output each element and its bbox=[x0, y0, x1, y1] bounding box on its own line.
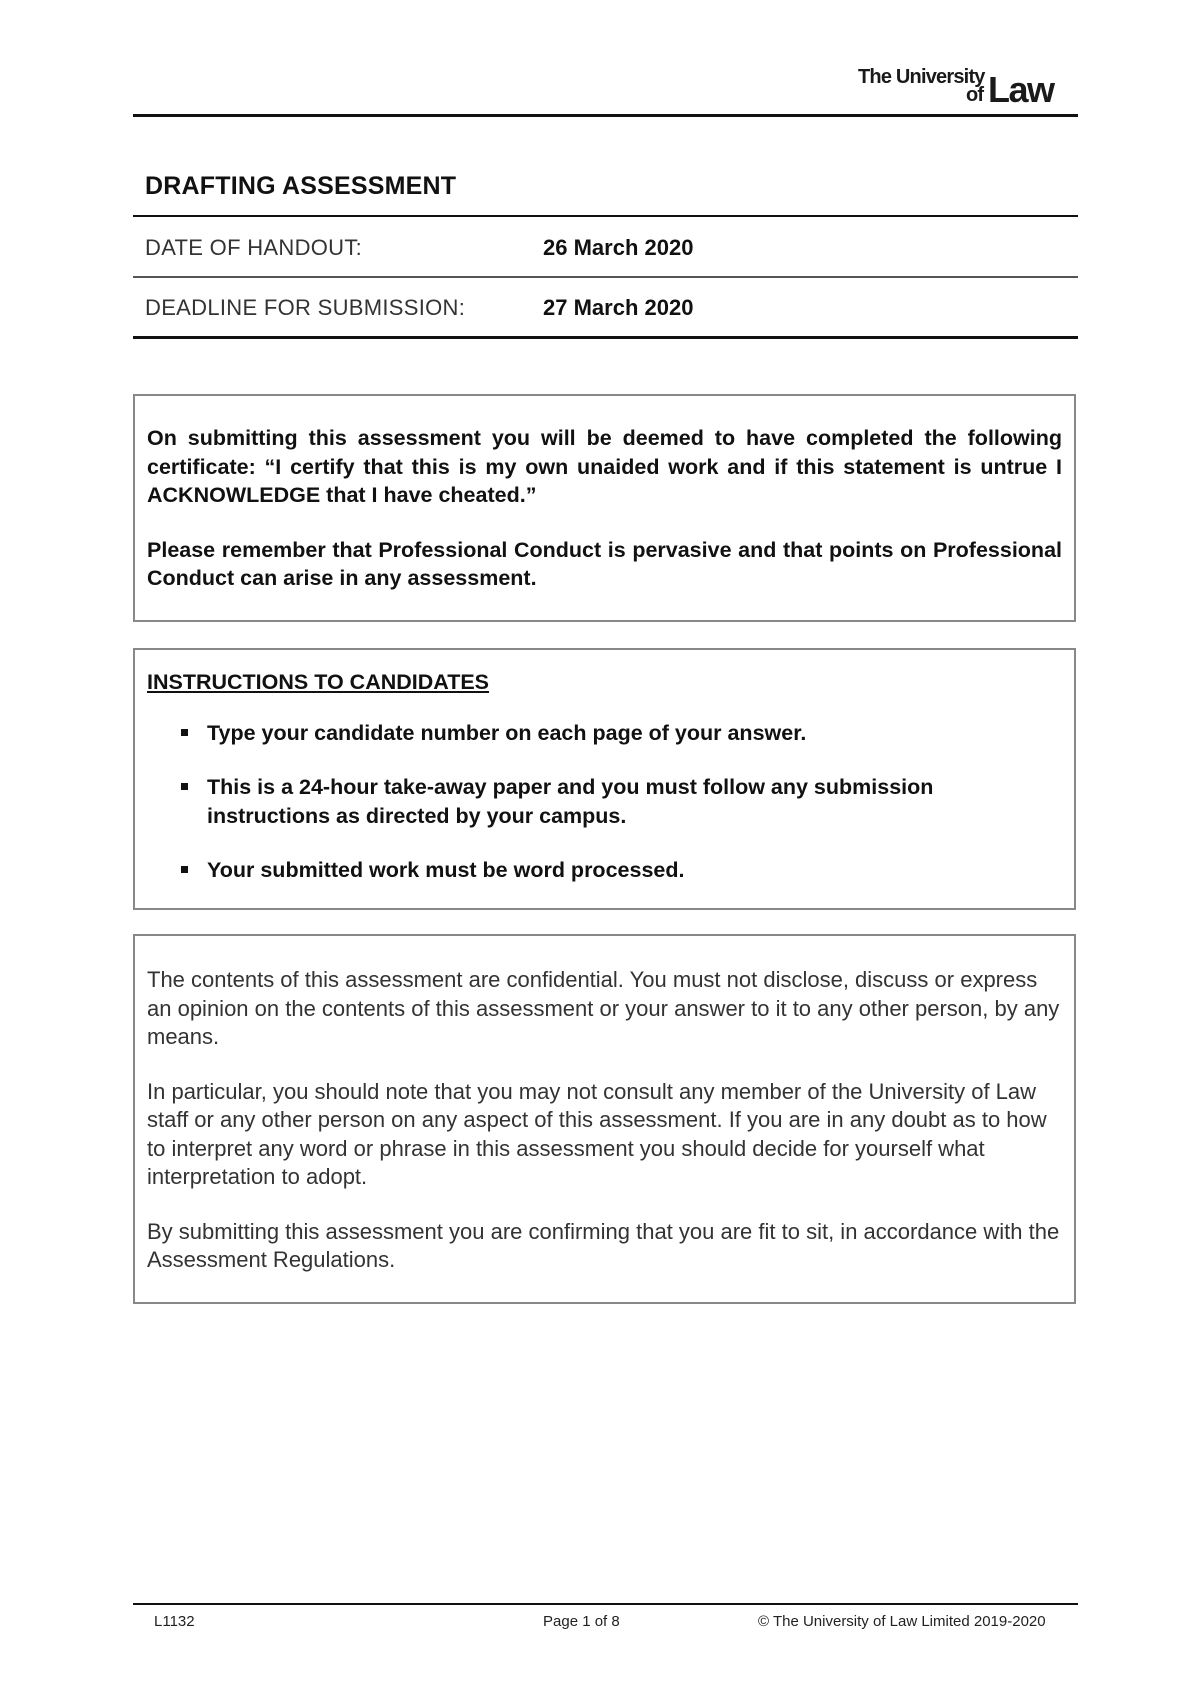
deadline-label: DEADLINE FOR SUBMISSION: bbox=[145, 295, 466, 320]
handout-value: 26 March 2020 bbox=[543, 235, 694, 260]
instruction-text: This is a 24-hour take-away paper and you must follow any submission instructions as directed by your campus. bbox=[207, 775, 934, 828]
logo-text-of: of bbox=[966, 84, 984, 106]
header-rule bbox=[133, 114, 1078, 117]
square-bullet-icon bbox=[181, 729, 188, 736]
deadline-value: 27 March 2020 bbox=[543, 295, 694, 320]
confidentiality-paragraph: By submitting this assessment you are confirming that you are fit to sit, in accordance with the Assessment Regulations. bbox=[147, 1218, 1060, 1272]
instruction-text: Type your candidate number on each page of your answer. bbox=[207, 720, 807, 745]
professional-conduct-note: Please remember that Professional Conduct is pervasive and that points on Professional Conduct can arise in any assessment. bbox=[147, 537, 1062, 590]
list-item bbox=[147, 773, 1062, 830]
certificate-box bbox=[133, 394, 1076, 622]
certificate-statement: On submitting this assessment you will be deemed to have completed the following certificate: “I certify that this is my own unaided work and if this statement is untrue I ACKNOWLEDGE that I have cheated.” bbox=[147, 426, 1062, 507]
confidentiality-paragraph: The contents of this assessment are confidential. You must not disclose, discuss or express an opinion on the contents of this assessment or your answer to it to any other person, by any means. bbox=[147, 967, 1060, 1049]
logo-text-the-university: The University bbox=[858, 66, 985, 88]
footer-copyright: © The University of Law Limited 2019-2020 bbox=[758, 1613, 1046, 1630]
logo-text-law: Law bbox=[988, 69, 1054, 110]
square-bullet-icon bbox=[181, 783, 188, 790]
meta-divider bbox=[133, 276, 1078, 278]
square-bullet-icon bbox=[181, 866, 188, 873]
title-rule bbox=[133, 215, 1078, 217]
instructions-list bbox=[147, 719, 1062, 885]
footer-rule bbox=[133, 1603, 1078, 1605]
footer-code: L1132 bbox=[154, 1613, 195, 1630]
confidentiality-paragraph: In particular, you should note that you may not consult any member of the University of Law staff or any other person on any aspect of this assessment. If you are in any doubt as to how to interpret any word or phrase in this assessment you should decide for yourself what interpretation to adopt. bbox=[147, 1078, 1047, 1189]
list-item bbox=[147, 856, 1062, 885]
instructions-box bbox=[133, 648, 1076, 910]
university-logo bbox=[858, 64, 1066, 110]
list-item bbox=[147, 719, 1062, 748]
instructions-heading: INSTRUCTIONS TO CANDIDATES bbox=[147, 670, 490, 694]
footer-page-number: Page 1 of 8 bbox=[543, 1613, 620, 1630]
confidentiality-box bbox=[133, 934, 1076, 1304]
instruction-text: Your submitted work must be word processed. bbox=[207, 858, 685, 882]
page-title: DRAFTING ASSESSMENT bbox=[145, 172, 457, 200]
handout-label: DATE OF HANDOUT: bbox=[145, 235, 363, 260]
meta-bottom-rule bbox=[133, 336, 1078, 339]
